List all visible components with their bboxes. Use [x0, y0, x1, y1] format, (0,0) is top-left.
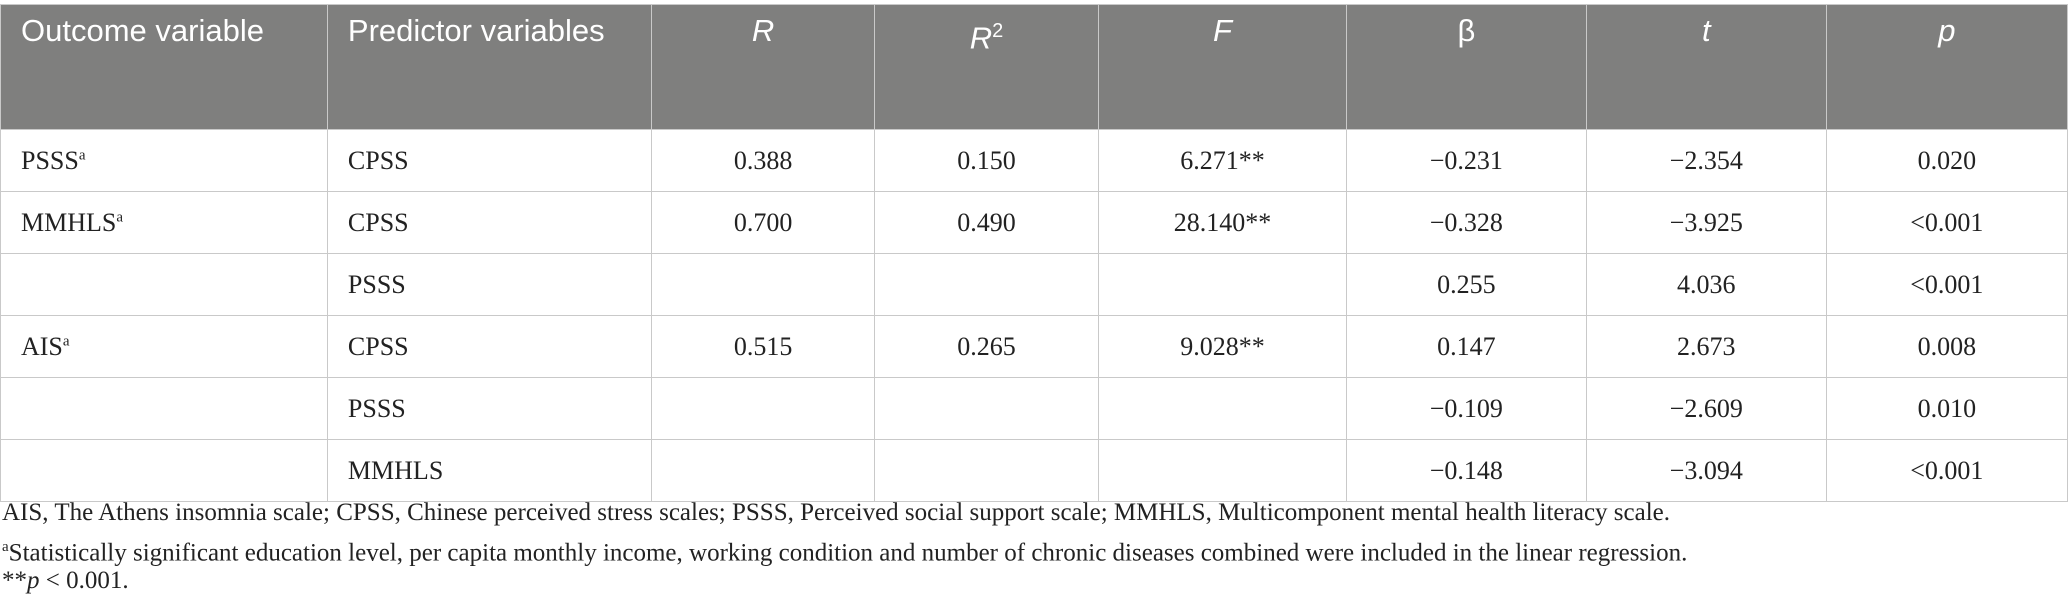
cell-r: [652, 378, 875, 440]
cell-r: [652, 440, 875, 502]
cell-f: [1099, 378, 1347, 440]
cell-predictor: CPSS: [327, 130, 651, 192]
cell-p: <0.001: [1826, 254, 2067, 316]
cell-r2: [874, 254, 1098, 316]
cell-outcome: [1, 378, 328, 440]
table-row: [1, 440, 2068, 502]
header-r-squared: [874, 5, 1098, 130]
header-r2-exponent: 2: [992, 20, 1004, 42]
header-predictor-variables: Predictor variables: [327, 5, 651, 130]
cell-p: <0.001: [1826, 192, 2067, 254]
header-p-label: p: [1938, 13, 1956, 48]
cell-outcome: [1, 254, 328, 316]
header-r2-base: R: [969, 20, 993, 56]
footnote-marker: a: [116, 208, 124, 225]
cell-f: 9.028**: [1099, 316, 1347, 378]
cell-outcome: [1, 316, 328, 378]
footnote-a-marker: a: [2, 539, 9, 555]
cell-predictor: PSSS: [327, 254, 651, 316]
table-row: [1, 378, 2068, 440]
cell-predictor: CPSS: [327, 192, 651, 254]
cell-outcome: [1, 130, 328, 192]
outcome-label: PSSS: [21, 145, 79, 175]
cell-r: 0.700: [652, 192, 875, 254]
cell-t: −2.609: [1586, 378, 1826, 440]
cell-t: 4.036: [1586, 254, 1826, 316]
header-f: [1099, 5, 1347, 130]
cell-predictor: PSSS: [327, 378, 651, 440]
cell-beta: 0.147: [1346, 316, 1586, 378]
cell-p: 0.020: [1826, 130, 2067, 192]
significance-stars: **: [2, 567, 27, 594]
header-row: [1, 5, 2068, 130]
cell-t: −2.354: [1586, 130, 1826, 192]
cell-f: 28.140**: [1099, 192, 1347, 254]
cell-t: 2.673: [1586, 316, 1826, 378]
cell-outcome: [1, 440, 328, 502]
cell-predictor: MMHLS: [327, 440, 651, 502]
footnote-marker: a: [78, 146, 86, 163]
header-outcome-variable: Outcome variable: [1, 5, 328, 130]
cell-p: <0.001: [1826, 440, 2067, 502]
cell-predictor: CPSS: [327, 316, 651, 378]
cell-t: −3.925: [1586, 192, 1826, 254]
cell-beta: −0.231: [1346, 130, 1586, 192]
significance-note: [2, 564, 1687, 598]
cell-beta: 0.255: [1346, 254, 1586, 316]
cell-r2: 0.490: [874, 192, 1098, 254]
cell-beta: −0.328: [1346, 192, 1586, 254]
cell-f: [1099, 254, 1347, 316]
cell-beta: −0.109: [1346, 378, 1586, 440]
header-p: [1826, 5, 2067, 130]
table-row: [1, 254, 2068, 316]
header-t: [1586, 5, 1826, 130]
header-beta: β: [1346, 5, 1586, 130]
header-r-label: R: [751, 13, 775, 48]
cell-r2: 0.150: [874, 130, 1098, 192]
cell-f: [1099, 440, 1347, 502]
outcome-label: MMHLS: [21, 207, 117, 237]
cell-t: −3.094: [1586, 440, 1826, 502]
regression-table: [0, 4, 2068, 502]
cell-p: 0.008: [1826, 316, 2067, 378]
cell-beta: −0.148: [1346, 440, 1586, 502]
cell-r: 0.388: [652, 130, 875, 192]
cell-r: 0.515: [652, 316, 875, 378]
footnote-a-text: Statistically significant education level, per capita monthly income, working condition and number of chronic diseases combined were included in the linear regression.: [8, 539, 1688, 567]
cell-r2: [874, 440, 1098, 502]
table-row: [1, 316, 2068, 378]
footnote-a: [2, 530, 1688, 567]
cell-outcome: [1, 192, 328, 254]
header-t-label: t: [1701, 13, 1711, 48]
cell-p: 0.010: [1826, 378, 2067, 440]
cell-f: 6.271**: [1099, 130, 1347, 192]
cell-r2: [874, 378, 1098, 440]
table-row: [1, 130, 2068, 192]
significance-threshold: < 0.001.: [39, 567, 129, 594]
table-notes: [2, 496, 1687, 598]
outcome-label: AIS: [21, 331, 63, 361]
cell-r2: 0.265: [874, 316, 1098, 378]
footnote-marker: a: [62, 332, 70, 349]
significance-p: p: [27, 567, 40, 594]
table-row: [1, 192, 2068, 254]
header-r: [652, 5, 875, 130]
header-f-label: F: [1213, 13, 1232, 48]
cell-r: [652, 254, 875, 316]
abbreviations-note: AIS, The Athens insomnia scale; CPSS, Chinese perceived stress scales; PSSS, Perceived social support scale; MMHLS, Multicomponent mental health literacy scale.: [2, 499, 1671, 526]
